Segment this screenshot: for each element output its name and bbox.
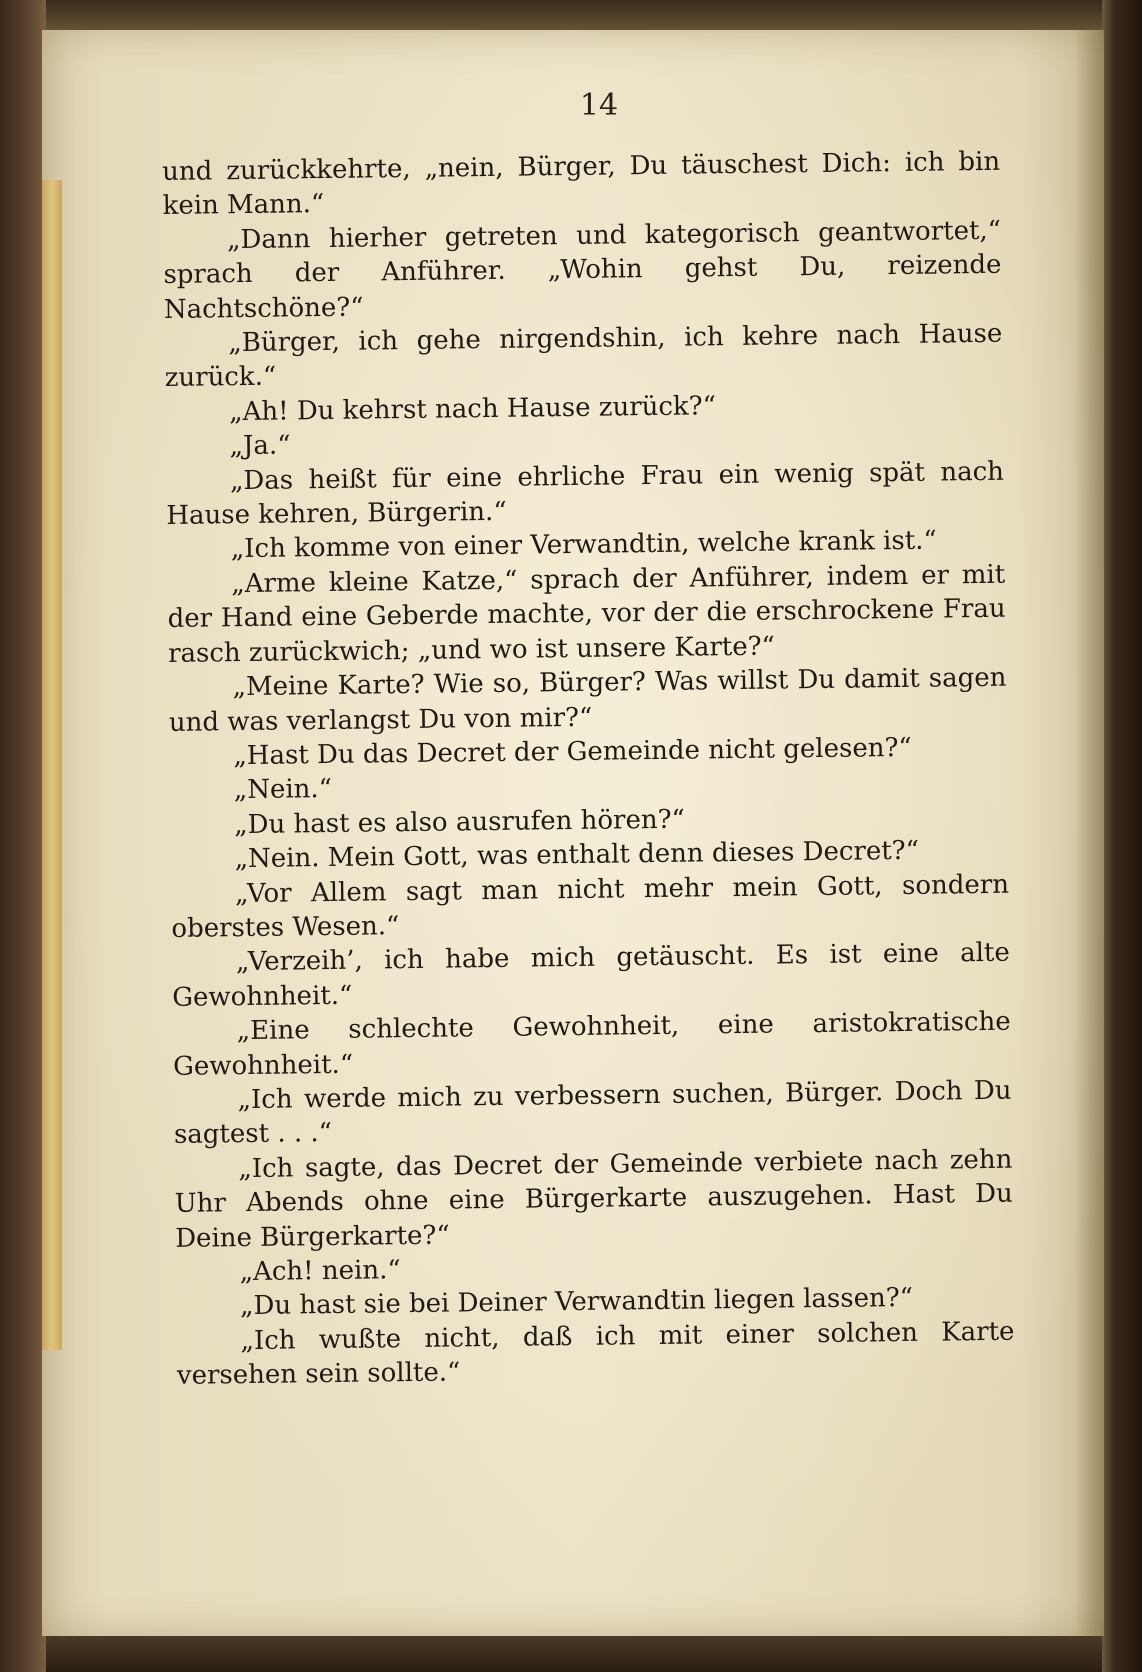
paragraph: „Hast Du das Decret der Gemeinde nicht gelesen?“: [233, 732, 912, 772]
paragraph: „Meine Karte? Wie so, Bürger? Was willst Du damit sagen und was verlangst Du von mir?“: [168, 662, 1007, 738]
bookmark-strip: [42, 180, 62, 1350]
paragraph: „Du hast sie bei Deiner Verwandtin liegen lassen?“: [239, 1283, 914, 1322]
paragraph: und zurückkehrte, „nein, Bürger, Du täuschest Dich: ich bin kein Mann.“: [162, 146, 1001, 222]
paper-page: [42, 30, 1104, 1636]
paragraph: „Nein.“: [233, 774, 333, 806]
paragraph: „Vor Allem sagt man nicht mehr mein Gott, sondern oberstes Wesen.“: [171, 869, 1010, 944]
paragraph: „Arme kleine Katze,“ sprach der Anführer, indem er mit der Hand eine Geberde machte, vor der die erschrockene Frau rasch zurückwich; „und wo ist unsere Karte?“: [167, 559, 1006, 669]
page-gutter-shadow: [1074, 30, 1104, 1636]
paragraph: „Verzeih’, ich habe mich getäuscht. Es ist eine alte Gewohnheit.“: [172, 938, 1010, 1013]
book-cover-top-edge: [0, 0, 1142, 34]
paragraph: „Ach! nein.“: [239, 1255, 401, 1288]
paragraph: „Eine schlechte Gewohnheit, eine aristokratische Gewohnheit.“: [172, 1006, 1011, 1082]
book-binding-left: [0, 0, 46, 1672]
paragraph: „Ich sagte, das Decret der Gemeinde verbiete nach zehn Uhr Abends ohne eine Bürgerkarte auszugehen. Hast Du Deine Bürgerkarte?“: [174, 1144, 1013, 1254]
paragraph: „Du hast es also ausrufen hören?“: [234, 804, 686, 840]
paragraph: „Ja.“: [229, 430, 291, 462]
body-text: [162, 145, 1015, 1394]
paragraph: „Ich wußte nicht, daß ich mit einer solchen Karte versehen sein sollte.“: [176, 1316, 1015, 1392]
paragraph: „Nein. Mein Gott, was enthalt denn dieses Decret?“: [234, 835, 920, 875]
paragraph: „Ich werde mich zu verbessern suchen, Bürger. Doch Du sagtest . . .“: [173, 1075, 1012, 1151]
paragraph: „Bürger, ich gehe nirgendshin, ich kehre nach Hause zurück.“: [164, 318, 1003, 394]
book-cover-right-edge: [1102, 0, 1142, 1672]
paragraph: „Ich komme von einer Verwandtin, welche krank ist.“: [230, 526, 937, 565]
paragraph: „Das heißt für eine ehrliche Frau ein wenig spät nach Hause kehren, Bürgerin.“: [166, 456, 1005, 532]
book-cover-bottom-edge: [0, 1632, 1142, 1672]
paragraph: „Dann hierher getreten und kategorisch geantwortet,“ sprach der Anführer. „Wohin gehst Du, reizende Nachtschöne?“: [163, 215, 1002, 325]
paragraph: „Ah! Du kehrst nach Hause zurück?“: [228, 391, 717, 428]
page-number: 14: [579, 88, 619, 123]
